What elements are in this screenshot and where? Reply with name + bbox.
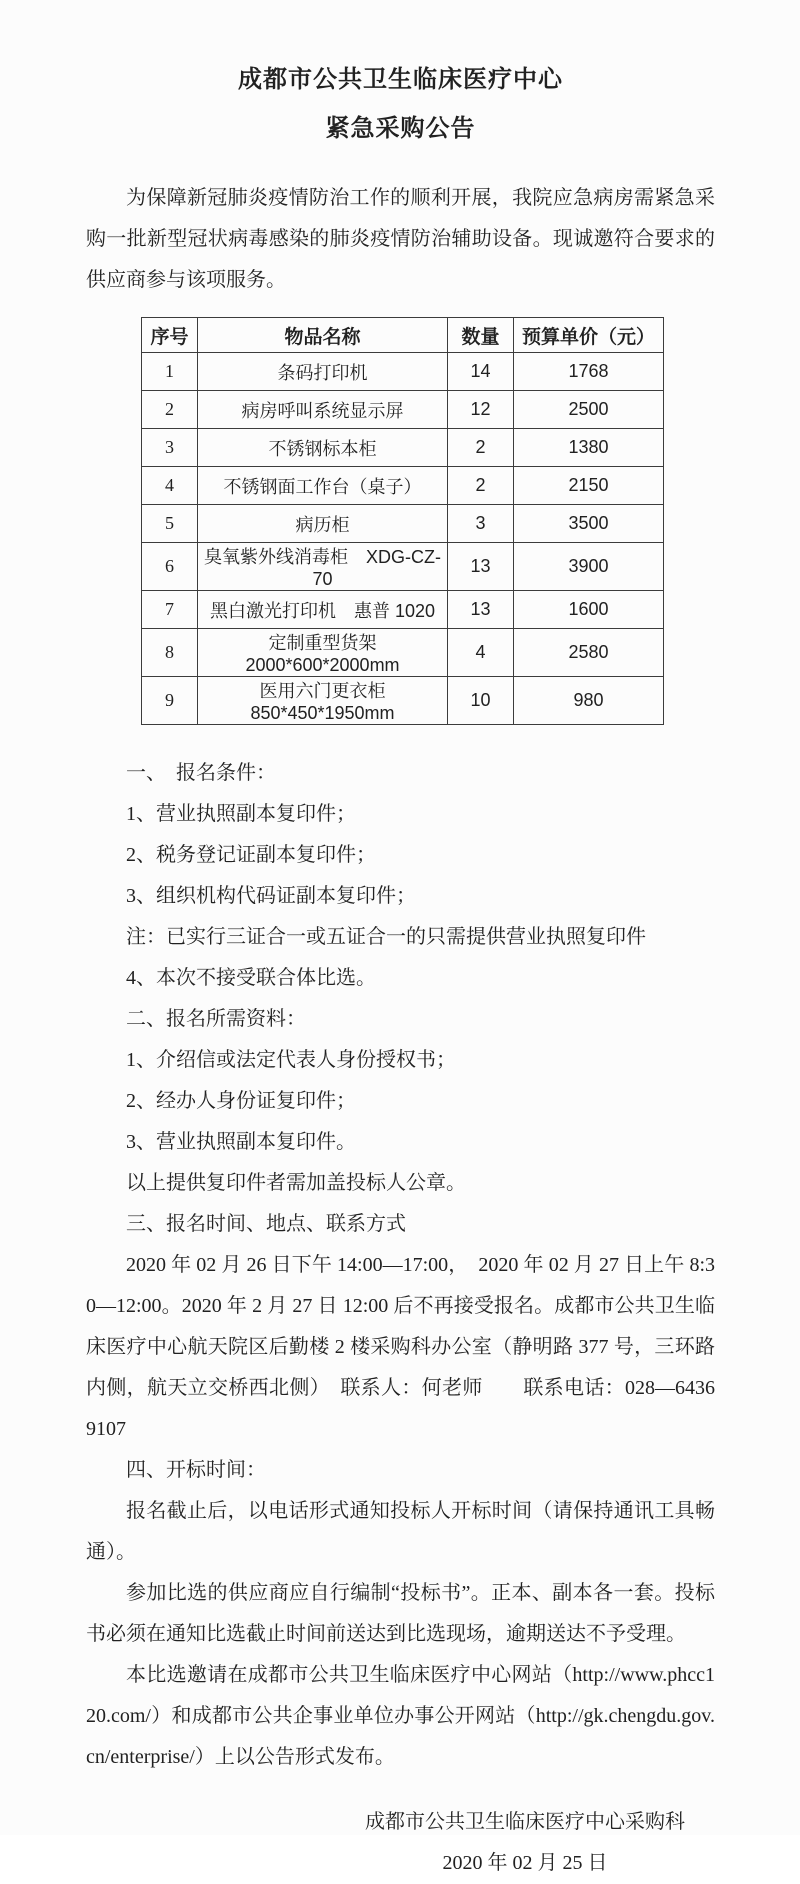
cell-name: 病房呼叫系统显示屏: [198, 391, 448, 429]
cell-price: 2580: [514, 629, 664, 677]
paragraph: 2、经办人身份证复印件；: [126, 1090, 356, 1112]
cell-price: 2150: [514, 467, 664, 505]
cell-idx: 3: [142, 429, 198, 467]
cell-qty: 13: [448, 591, 514, 629]
table-row: [142, 629, 664, 677]
paragraph: 四、开标时间：: [126, 1459, 266, 1481]
table-row: [142, 353, 664, 391]
cell-price: 1380: [514, 429, 664, 467]
cell-price: 3500: [514, 505, 664, 543]
cell-qty: 2: [448, 429, 514, 467]
paragraph: 本比选邀请在成都市公共卫生临床医疗中心网站（http://www.phcc120.com/）和成都市公共企事业单位办事公开网站（http://gk.chengdu.gov.cn/enterprise/）上以公告形式发布。: [86, 1664, 715, 1768]
paragraph: 参加比选的供应商应自行编制“投标书”。正本、副本各一套。投标书必须在通知比选截止时间前送达到比选现场，逾期送达不予受理。: [86, 1582, 715, 1645]
cell-price: 1600: [514, 591, 664, 629]
cell-name: 医用六门更衣柜 850*450*1950mm: [198, 677, 448, 725]
cell-idx: 4: [142, 467, 198, 505]
cell-name: 条码打印机: [198, 353, 448, 391]
cell-name: 不锈钢面工作台（桌子）: [198, 467, 448, 505]
cell-idx: 1: [142, 353, 198, 391]
paragraph: 注：已实行三证合一或五证合一的只需提供营业执照复印件: [126, 926, 646, 948]
cell-name: 定制重型货架 2000*600*2000mm: [198, 629, 448, 677]
paragraph: 4、本次不接受联合体比选。: [126, 967, 376, 989]
table-row: [142, 505, 664, 543]
cell-idx: 2: [142, 391, 198, 429]
table-row: [142, 391, 664, 429]
signoff-inner: [365, 1802, 685, 1884]
cell-idx: 9: [142, 677, 198, 725]
cell-name: 病历柜: [198, 505, 448, 543]
table-row: [142, 543, 664, 591]
cell-name: 臭氧紫外线消毒柜 XDG-CZ-70: [198, 543, 448, 591]
cell-idx: 7: [142, 591, 198, 629]
intro-block: [86, 178, 715, 301]
paragraph: 报名截止后，以电话形式通知投标人开标时间（请保持通讯工具畅通）。: [86, 1500, 715, 1563]
paragraph: 以上提供复印件者需加盖投标人公章。: [126, 1172, 466, 1194]
cell-qty: 12: [448, 391, 514, 429]
paragraph: 3、营业执照副本复印件。: [126, 1131, 356, 1153]
signoff-block: [86, 1802, 715, 1884]
cell-idx: 6: [142, 543, 198, 591]
procurement-items-table: [141, 317, 664, 725]
table-row: [142, 591, 664, 629]
table-row: [142, 677, 664, 725]
paragraph: 一、 报名条件：: [126, 762, 276, 784]
cell-price: 2500: [514, 391, 664, 429]
paragraph: 1、介绍信或法定代表人身份授权书；: [126, 1049, 456, 1071]
cell-price: 1768: [514, 353, 664, 391]
cell-price: 3900: [514, 543, 664, 591]
body-paragraphs: [86, 753, 715, 1778]
table-header-index: 序号: [142, 318, 198, 353]
signoff-org: 成都市公共卫生临床医疗中心采购科: [365, 1811, 685, 1833]
cell-qty: 4: [448, 629, 514, 677]
cell-name: 不锈钢标本柜: [198, 429, 448, 467]
document-title-line-2: 紧急采购公告: [325, 116, 476, 142]
intro-paragraph: 为保障新冠肺炎疫情防治工作的顺利开展，我院应急病房需紧急采购一批新型冠状病毒感染的肺炎疫情防治辅助设备。现诚邀符合要求的供应商参与该项服务。: [86, 187, 715, 291]
signoff-date: 2020 年 02 月 25 日: [442, 1852, 608, 1874]
paragraph: 2、税务登记证副本复印件；: [126, 844, 376, 866]
cell-qty: 10: [448, 677, 514, 725]
cell-qty: 2: [448, 467, 514, 505]
cell-idx: 8: [142, 629, 198, 677]
cell-qty: 13: [448, 543, 514, 591]
table-header-budget-unit-price: 预算单价（元）: [514, 318, 664, 353]
paragraph: 2020 年 02 月 26 日下午 14:00—17:00， 2020 年 02 月 27 日上午 8:30—12:00。2020 年 2 月 27 日 12:00 后不再接受报名。成都市公共卫生临床医疗中心航天院区后勤楼 2 楼采购科办公室（静明路 377 号，三环路内侧，航天立交桥西北侧） 联系人：何老师 联系电话：028—64369107: [86, 1254, 715, 1440]
paragraph: 二、报名所需资料：: [126, 1008, 306, 1030]
cell-price: 980: [514, 677, 664, 725]
paragraph: 三、报名时间、地点、联系方式: [126, 1213, 406, 1235]
table-header-row: [142, 318, 664, 353]
table-header-item-name: 物品名称: [198, 318, 448, 353]
cell-name: 黑白激光打印机 惠普 1020: [198, 591, 448, 629]
table-row: [142, 429, 664, 467]
document-title-line-1: 成都市公共卫生临床医疗中心: [238, 67, 563, 93]
cell-qty: 14: [448, 353, 514, 391]
paragraph: 1、营业执照副本复印件；: [126, 803, 356, 825]
cell-idx: 5: [142, 505, 198, 543]
table-row: [142, 467, 664, 505]
cell-qty: 3: [448, 505, 514, 543]
table-header-quantity: 数量: [448, 318, 514, 353]
paragraph: 3、组织机构代码证副本复印件；: [126, 885, 416, 907]
